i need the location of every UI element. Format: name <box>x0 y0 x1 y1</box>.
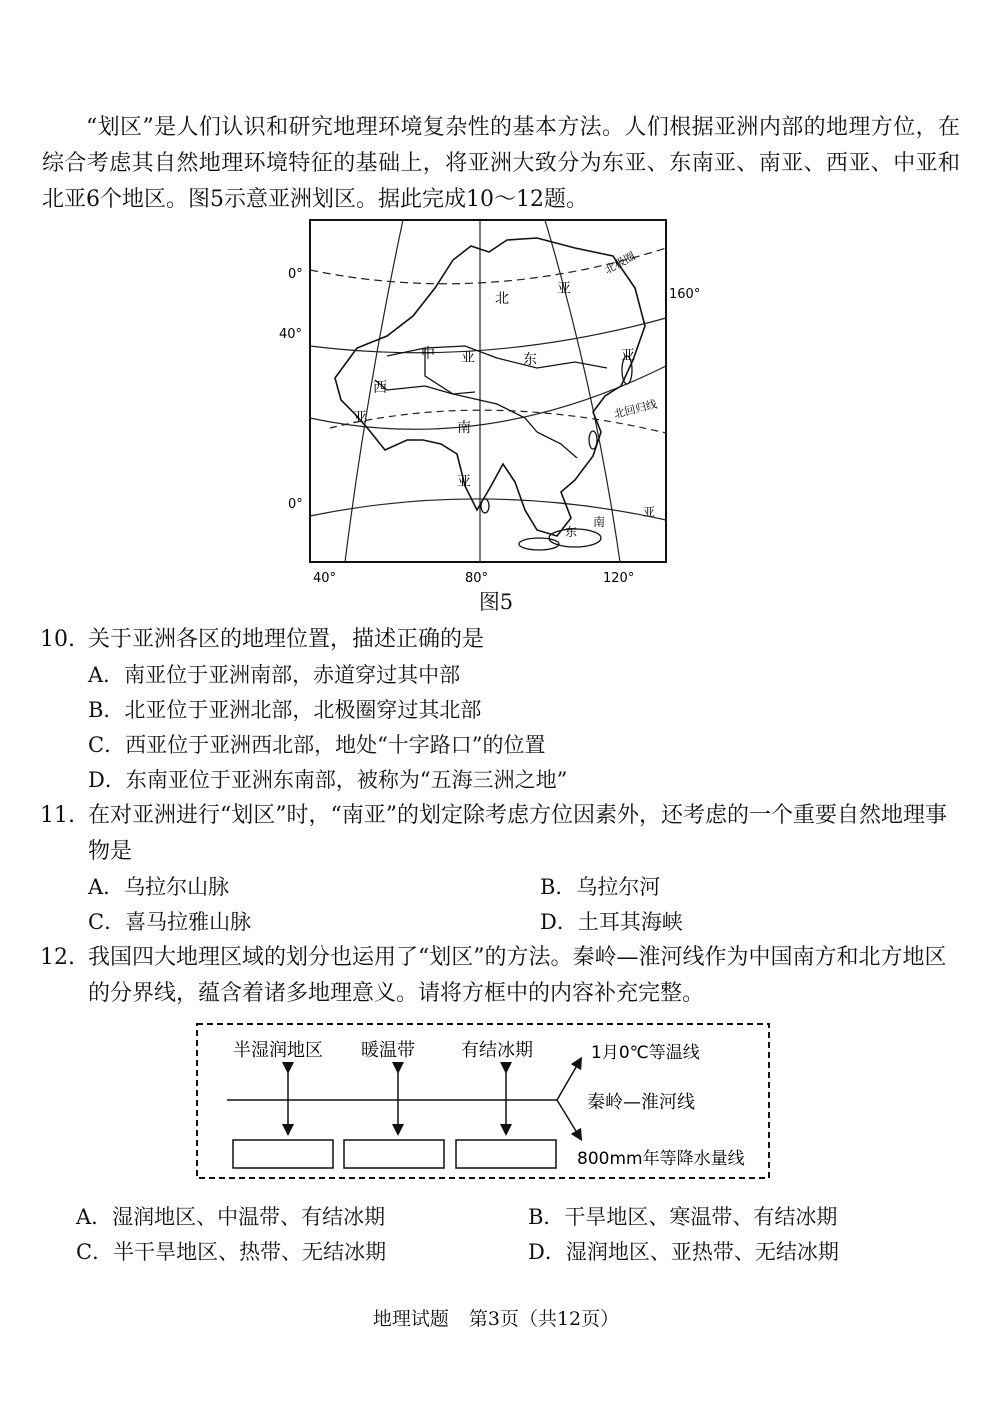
region-label-west-1: 西 <box>373 380 387 396</box>
region-label-north-1: 北 <box>495 291 509 307</box>
qinling-huaihe-diagram <box>195 1022 771 1180</box>
question-number: 12. <box>40 945 75 970</box>
q10-option-b[interactable]: B．北亚位于亚洲北部，北极圈穿过其北部 <box>88 698 482 722</box>
q12-option-b[interactable]: B．干旱地区、寒温带、有结冰期 <box>528 1205 838 1229</box>
region-label-south-1: 南 <box>457 420 471 436</box>
q11-option-c[interactable]: C．喜马拉雅山脉 <box>88 910 252 934</box>
q10-option-d[interactable]: D．东南亚位于亚洲东南部，被称为“五海三洲之地” <box>88 768 568 792</box>
region-label-southeast-3: 亚 <box>643 505 656 519</box>
lat-label-40: 40° <box>279 327 303 342</box>
region-label-south-2: 亚 <box>457 474 471 490</box>
lat-label-arctic: 0° <box>288 267 303 282</box>
fork-arrow-down <box>557 1100 579 1136</box>
answer-box-3 <box>456 1140 556 1168</box>
region-label-central-2: 亚 <box>461 350 475 366</box>
region-label-southeast-2: 南 <box>593 515 606 529</box>
q11-option-a[interactable]: A．乌拉尔山脉 <box>88 875 230 899</box>
lon-label-80: 80° <box>465 571 489 586</box>
page-footer: 地理试题 第3页（共12页） <box>372 1308 620 1330</box>
q12-option-c[interactable]: C．半干旱地区、热带、无结冰期 <box>76 1240 387 1264</box>
diagram-label-freezing: 有结冰期 <box>461 1040 533 1061</box>
intro-paragraph: “划区”是人们认识和研究地理环境复杂性的基本方法。人们根据亚洲内部的地理方位，在综合考虑其自然地理环境特征的基础上，将亚洲大致分为东亚、东南亚、南亚、西亚、中亚和北亚6个地区。图5示意亚洲划区。据此完成10～12题。 <box>42 115 960 212</box>
asia-region-map <box>275 218 715 590</box>
q12-option-a[interactable]: A．湿润地区、中温带、有结冰期 <box>76 1205 386 1229</box>
lon-label-120: 120° <box>603 571 635 586</box>
q10-option-c[interactable]: C．西亚位于亚洲西北部，地处“十字路口”的位置 <box>88 733 546 757</box>
q11-option-b[interactable]: B．乌拉尔河 <box>540 875 661 899</box>
q12-option-d[interactable]: D．湿润地区、亚热带、无结冰期 <box>528 1240 839 1264</box>
question-stem: 关于亚洲各区的地理位置，描述正确的是 <box>88 627 485 652</box>
diagram-label-humidity: 半湿润地区 <box>233 1040 323 1061</box>
region-label-east-1: 东 <box>523 352 537 368</box>
lon-label-40: 40° <box>313 571 337 586</box>
diagram-label-qinling-huaihe: 秦岭—淮河线 <box>587 1092 695 1113</box>
lon-label-160: 160° <box>669 287 701 302</box>
question-12 <box>40 940 965 1012</box>
arctic-circle-label: 北极圈 <box>602 249 638 277</box>
question-11 <box>40 798 965 870</box>
region-label-central-1: 中 <box>421 346 435 362</box>
fork-arrow-up <box>557 1062 579 1100</box>
question-number: 11. <box>40 803 75 828</box>
answer-box-1 <box>233 1140 333 1168</box>
lat-label-equator: 0° <box>288 497 303 512</box>
tropic-of-cancer-label: 北回归线 <box>612 397 659 421</box>
question-stem: 在对亚洲进行“划区”时，“南亚”的划定除考虑方位因素外，还考虑的一个重要自然地理事物是 <box>88 803 947 864</box>
region-label-east-2: 亚 <box>621 348 635 364</box>
diagram-label-isohyet: 800mm年等降水量线 <box>577 1149 745 1169</box>
q10-option-a[interactable]: A．南亚位于亚洲南部，赤道穿过其中部 <box>88 663 461 687</box>
question-stem: 我国四大地理区域的划分也运用了“划区”的方法。秦岭—淮河线作为中国南方和北方地区的分界线，蕴含着诸多地理意义。请将方框中的内容补充完整。 <box>88 945 947 1006</box>
question-10 <box>40 622 965 658</box>
region-label-southeast-1: 东 <box>565 525 578 539</box>
question-number: 10. <box>40 627 75 652</box>
diagram-label-isotherm: 1月0℃等温线 <box>591 1043 700 1063</box>
region-label-west-2: 亚 <box>353 410 367 426</box>
diagram-label-temperature-zone: 暖温带 <box>361 1040 415 1061</box>
region-label-north-2: 亚 <box>557 281 571 297</box>
answer-box-2 <box>344 1140 444 1168</box>
q11-option-d[interactable]: D．土耳其海峡 <box>540 910 683 934</box>
figure-caption: 图5 <box>478 590 514 614</box>
